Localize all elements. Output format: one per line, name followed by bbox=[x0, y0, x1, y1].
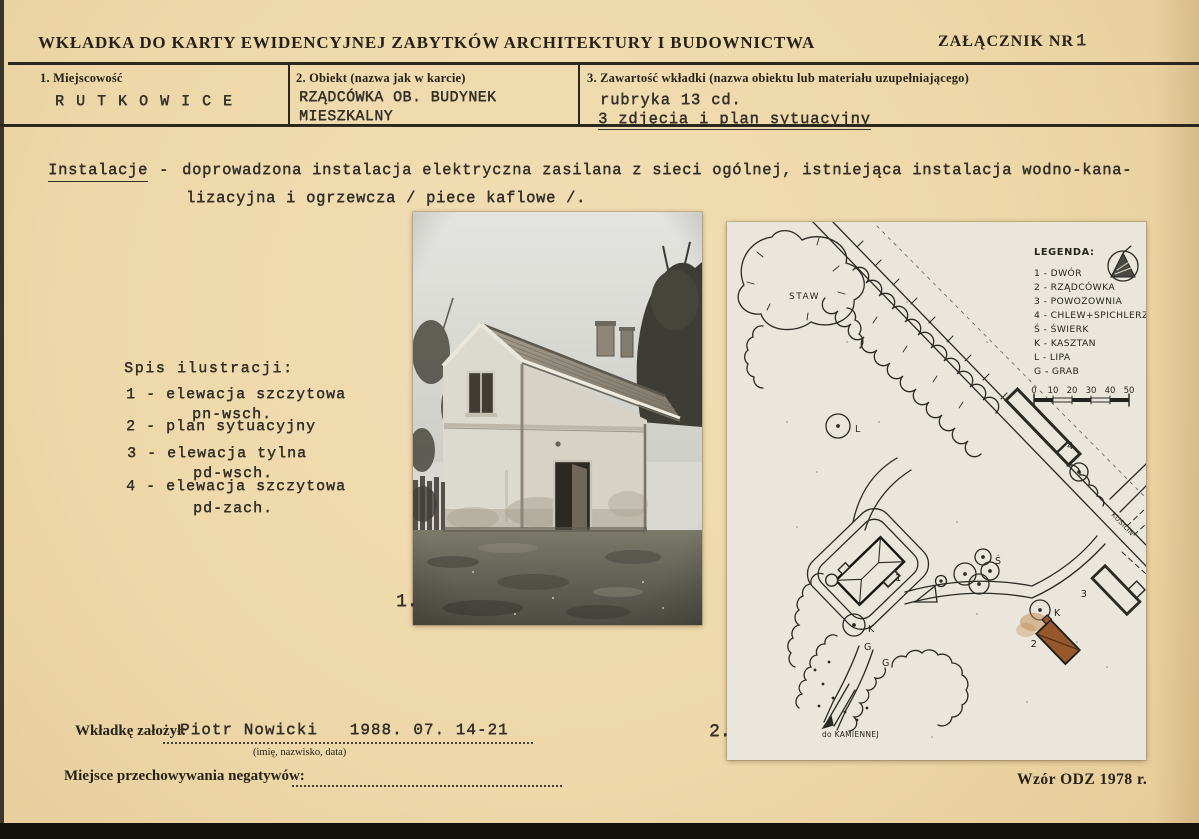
trees-under-pond bbox=[745, 326, 763, 388]
linden-label: L bbox=[855, 424, 861, 435]
founder-note: (imię, nazwisko, data) bbox=[253, 747, 347, 758]
legend-entry-5: Ś - ŚWIERK bbox=[1034, 324, 1089, 335]
col2-value-line1: RZĄDCÓWKA OB. BUDYNEK bbox=[299, 89, 497, 106]
table-divider-1 bbox=[288, 65, 290, 124]
chestnut-label-right: K bbox=[1054, 608, 1061, 619]
illustration-item-1-cont: pn-wsch. bbox=[192, 406, 273, 423]
site-plan-figure bbox=[727, 222, 1146, 760]
chestnut-label-left: K bbox=[868, 624, 875, 635]
installations-line1 bbox=[48, 161, 1132, 179]
pond-label: STAW bbox=[789, 292, 821, 302]
col3-value-line1: rubryka 13 cd. bbox=[600, 91, 742, 109]
pond-outline bbox=[738, 231, 864, 330]
illustration-item-3: 3 - elewacja tylna bbox=[127, 445, 308, 462]
road-right-label: KUSILIN bbox=[1109, 510, 1136, 538]
pond-hachures bbox=[747, 238, 845, 320]
north-arrow-icon bbox=[1108, 246, 1138, 281]
legend-entry-2: 2 - RZĄDCÓWKA bbox=[1034, 282, 1116, 293]
legend-heading: LEGENDA: bbox=[1034, 247, 1095, 258]
founder-label: Wkładkę założył: bbox=[75, 723, 187, 739]
scale-tick-10: 10 bbox=[1047, 386, 1059, 396]
legend-entry-3: 3 - POWOZOWNIA bbox=[1034, 296, 1123, 307]
alley-trees-left bbox=[796, 635, 837, 708]
photo-building bbox=[413, 212, 702, 625]
cloud-left-of-loop bbox=[788, 573, 823, 667]
building-1-label: 1 bbox=[895, 573, 902, 584]
legend-entry-7: L - LIPA bbox=[1034, 352, 1071, 363]
building-4-label: 4 bbox=[1067, 441, 1074, 452]
hornbeam-label-2: G bbox=[882, 658, 890, 669]
alley-tree-dots bbox=[814, 661, 869, 722]
page-title: WKŁADKA DO KARTY EWIDENCYJNEJ ZABYTKÓW ARCHITEKTURY I BUDOWNICTWA bbox=[38, 33, 816, 52]
annex-label: ZAŁĄCZNIK NR bbox=[938, 33, 1075, 50]
building-3-label: 3 bbox=[1080, 589, 1087, 600]
col1-value: R U T K O W I C E bbox=[55, 93, 234, 110]
col2-value-line2: MIESZKALNY bbox=[299, 108, 394, 125]
hornbeam-label-1: G bbox=[864, 642, 872, 653]
illustration-item-4-cont: pd-zach. bbox=[193, 500, 274, 517]
cross-road bbox=[1110, 464, 1146, 512]
annex-number: 1 bbox=[1076, 32, 1087, 51]
road-ticks bbox=[857, 241, 1007, 399]
illustration-item-2: 2 - plan sytuacyjny bbox=[126, 418, 317, 435]
table-divider-2 bbox=[578, 65, 580, 124]
east-path bbox=[905, 536, 1105, 604]
col3-label: 3. Zawartość wkładki (nazwa obiektu lub materiału uzupełniającego) bbox=[587, 71, 969, 85]
scale-tick-50: 50 bbox=[1123, 386, 1135, 396]
bottom-scan-bar bbox=[0, 823, 1199, 839]
legend-entry-6: K - KASZTAN bbox=[1034, 338, 1096, 349]
boundary-dashes bbox=[877, 226, 1146, 498]
road-bushes bbox=[1067, 465, 1104, 506]
spruce-cluster bbox=[954, 549, 1002, 594]
road-bottom-label: do KAMIENNEJ bbox=[822, 730, 879, 739]
form-code: Wzór ODZ 1978 r. bbox=[1017, 771, 1148, 788]
scale-tick-30: 30 bbox=[1085, 386, 1097, 396]
scale-tick-0: 0 bbox=[1031, 386, 1037, 396]
illustration-item-1: 1 - elewacja szczytowa bbox=[126, 386, 347, 403]
col3-value-line2: 3 zdjęcia i plan sytuacyjny bbox=[598, 110, 871, 128]
spruce-label: Ś bbox=[995, 556, 1002, 567]
negatives-label: Miejsce przechowywania negatywów: bbox=[64, 768, 305, 784]
installations-term: Instalacje bbox=[48, 161, 148, 182]
building-2-label: 2 bbox=[1030, 639, 1037, 650]
col1-label: 1. Miejscowość bbox=[40, 71, 123, 85]
legend-entry-1: 1 - DWÓR bbox=[1034, 268, 1082, 279]
illustration-item-4: 4 - elewacja szczytowa bbox=[126, 478, 347, 495]
negatives-line bbox=[292, 785, 562, 787]
tree-belt-row2 bbox=[822, 298, 981, 457]
founder-line bbox=[163, 742, 533, 744]
illustrations-heading: Spis ilustracji: bbox=[124, 360, 294, 377]
col2-label: 2. Obiekt (nazwa jak w karcie) bbox=[296, 71, 466, 85]
cloud-right-of-alley bbox=[892, 650, 968, 726]
installations-text: doprowadzona instalacja elektryczna zasilana z sieci ogólnej, istniejąca instalacja wodno-kana- bbox=[182, 161, 1133, 179]
alley-trees-right bbox=[849, 668, 885, 731]
photo-label: 1. bbox=[396, 592, 418, 612]
plan-label: 2. bbox=[709, 722, 731, 742]
scale-tick-20: 20 bbox=[1066, 386, 1078, 396]
drive-connector bbox=[853, 458, 911, 530]
installations-separator: - bbox=[159, 161, 170, 179]
photo-vignette bbox=[413, 212, 702, 625]
founder-value: Piotr Nowicki 1988. 07. 14-21 bbox=[180, 721, 509, 739]
legend-entry-8: G - GRAB bbox=[1034, 366, 1080, 377]
photo-figure bbox=[413, 212, 702, 625]
legend-entry-4: 4 - CHLEW+SPICHLERZ bbox=[1034, 310, 1146, 321]
illustration-item-3-cont: pd-wsch. bbox=[193, 465, 274, 482]
scale-tick-40: 40 bbox=[1104, 386, 1116, 396]
site-plan-drawing bbox=[727, 222, 1146, 760]
header-rule bbox=[8, 62, 1199, 65]
installations-line2: lizacyjna i ogrzewcza / piece kaflowe /. bbox=[186, 189, 587, 207]
